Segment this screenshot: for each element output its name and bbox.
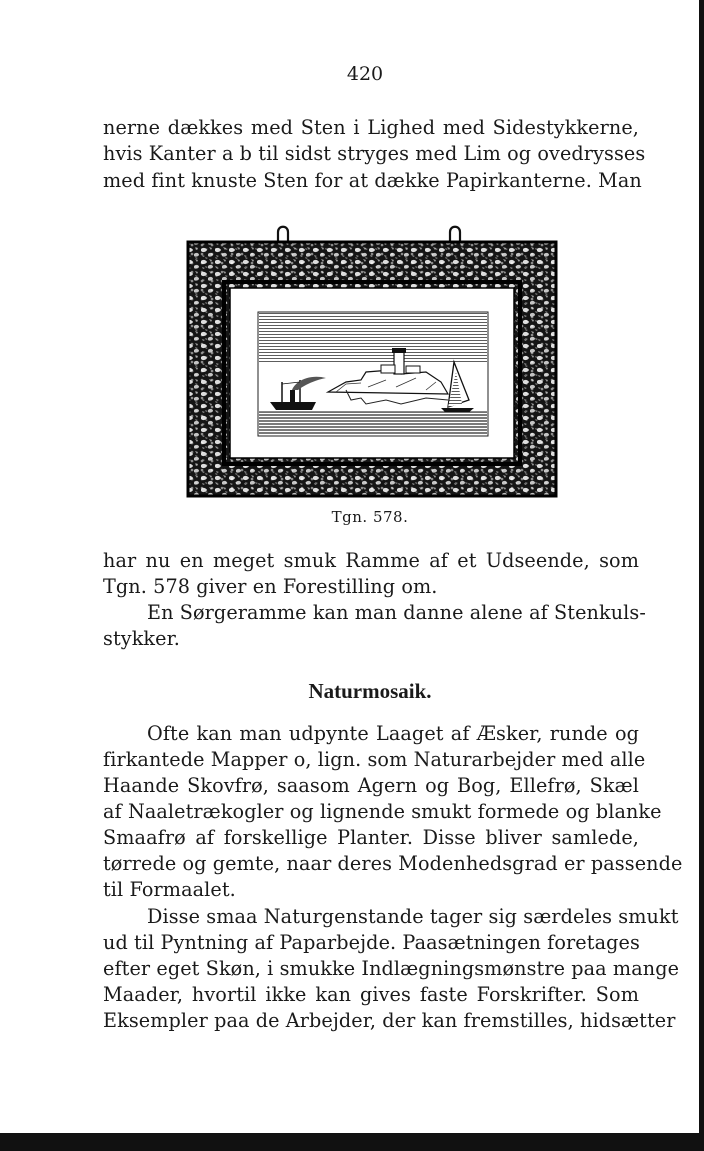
text-line: Disse smaa Naturgenstande tager sig særdeles smukt — [147, 905, 679, 928]
text-line: har nu en meget smuk Ramme af et Udseende, som — [103, 549, 639, 572]
page-edge-bottom — [0, 1133, 704, 1151]
text-line: Smaafrø af forskellige Planter. Disse bliver samlede, — [103, 826, 639, 849]
text-line: ud til Pyntning af Paparbejde. Paasætningen foretages — [103, 931, 640, 954]
text-line: firkantede Mapper o, lign. som Naturarbejder med alle — [103, 748, 646, 771]
text-line: Maader, hvortil ikke kan gives faste Forskrifter. Som — [103, 983, 639, 1006]
text-line: Eksempler paa de Arbejder, der kan fremstilles, hidsætter — [103, 1009, 676, 1032]
text-line: nerne dækkes med Sten i Lighed med Sidestykkerne, — [103, 116, 639, 139]
text-line: hvis Kanter a b til sidst stryges med Lim og ovedrysses — [103, 142, 646, 165]
framed-picture-illustration — [186, 222, 558, 500]
page-number: 420 — [346, 63, 384, 85]
text-line: efter eget Skøn, i smukke Indlægningsmønstre paa mange — [103, 957, 680, 980]
text-line: Ofte kan man udpynte Laaget af Æsker, runde og — [147, 722, 639, 745]
text-line: En Sørgeramme kan man danne alene af Stenkuls- — [147, 601, 646, 624]
text-line: Tgn. 578 giver en Forestilling om. — [103, 575, 438, 598]
text-line: stykker. — [103, 627, 180, 650]
text-line: Haande Skovfrø, saasom Agern og Bog, Ellefrø, Skæl — [103, 774, 639, 797]
section-heading: Naturmosaik. — [308, 679, 432, 703]
text-line: af Naaletrækogler og lignende smukt formede og blanke — [103, 800, 662, 823]
text-line: med fint knuste Sten for at dække Papirkanterne. Man — [103, 169, 642, 192]
figure-caption: Tgn. 578. — [331, 508, 409, 526]
page-edge-right — [699, 0, 704, 1151]
text-line: til Formaalet. — [103, 878, 236, 901]
text-line: tørrede og gemte, naar deres Modenhedsgrad er passende — [103, 852, 683, 875]
